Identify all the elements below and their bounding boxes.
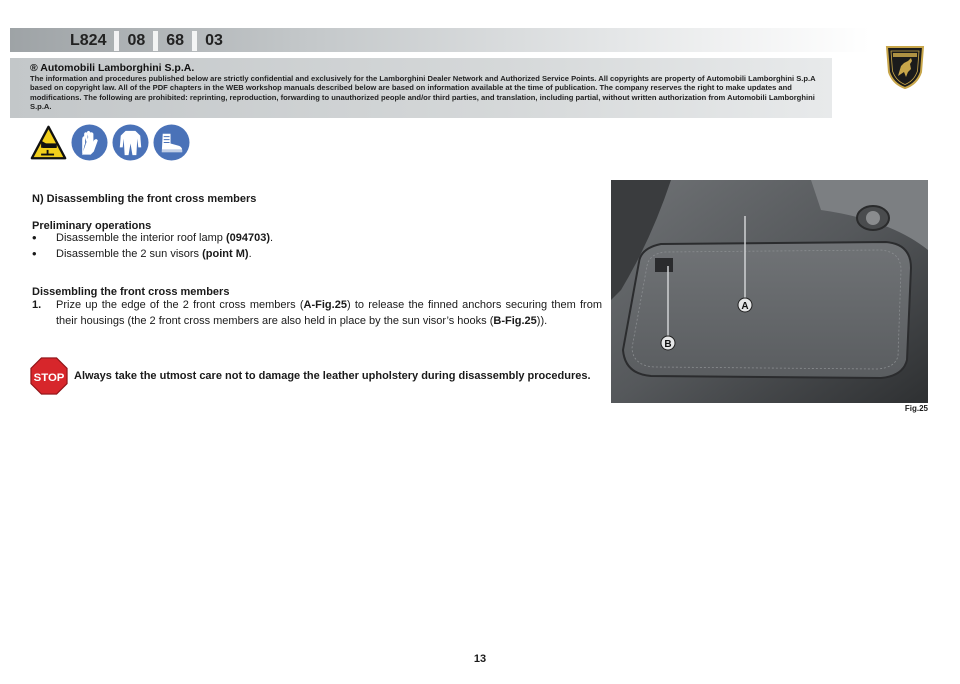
code-section: 03	[205, 32, 223, 49]
lamborghini-shield-logo	[884, 44, 926, 90]
step-text: Prize up the edge of the 2 front cross members (A-Fig.25) to release the finned anchors securing them from their housings (the 2 front cross members are also held in place by the sun visor’s hooks (B-Fig.25)).	[56, 299, 602, 327]
stop-sign-icon	[30, 357, 68, 395]
callout-label-a: A	[741, 301, 749, 312]
list-item-text: Disassemble the 2 sun visors (point M).	[56, 248, 252, 260]
list-item	[32, 248, 252, 260]
section-title: N) Disassembling the front cross members	[32, 193, 257, 205]
code-model: L824	[70, 32, 107, 49]
list-item	[32, 232, 273, 244]
callout-label-b: B	[664, 339, 672, 350]
sun-visor-photo	[611, 180, 928, 403]
overalls-icon	[112, 124, 149, 161]
list-item-text: Disassemble the interior roof lamp (094703).	[56, 232, 274, 244]
bullet: •	[32, 246, 37, 261]
code-separator	[114, 31, 119, 51]
document-code	[62, 31, 231, 51]
preliminary-operations-title: Preliminary operations	[32, 220, 152, 232]
code-group: 08	[127, 32, 146, 49]
reference-link: (point M)	[202, 248, 249, 260]
figure-caption: Fig.25	[904, 404, 928, 413]
figure-reference: A-Fig.25	[303, 299, 347, 311]
code-separator	[153, 31, 158, 51]
bullet: •	[32, 230, 37, 245]
notice-title: ® Automobili Lamborghini S.p.A.	[30, 62, 195, 74]
page-number: 13	[473, 653, 487, 665]
safety-icons-row	[30, 124, 190, 161]
copyright-notice	[10, 58, 832, 118]
gloves-icon	[71, 124, 108, 161]
step-item	[32, 297, 602, 329]
safety-shoes-icon	[153, 124, 190, 161]
notice-text: The information and procedures published below are strictly confidential and exclusively for the Lamborghini Dealer Network and Authorized Service Points. All copyrights are property of Automobili Lamborghini S.p.A based on copyright law. All of the PDF chapters in the WEB workshop manuals described below are based on information available at the time of publication. The company reserves the right to make updates and modifications. The following are prohibited: reprinting, reproduction, forwarding to unauthorized people and/or third parties, and translation, including partial, without written authorization from Automobili Lamborghini S.p.A.	[30, 74, 816, 112]
step-number: 1.	[32, 299, 42, 311]
figure-reference: B-Fig.25	[493, 315, 537, 327]
dissembling-title: Dissembling the front cross members	[32, 286, 230, 298]
code-subgroup: 68	[166, 32, 185, 49]
reference-link: (094703)	[225, 232, 271, 244]
warning-text: Always take the utmost care not to damage the leather upholstery during disassembly procedures.	[74, 370, 591, 382]
stop-label: STOP	[33, 371, 65, 384]
code-separator	[192, 31, 197, 51]
pinch-hazard-icon	[30, 124, 67, 161]
